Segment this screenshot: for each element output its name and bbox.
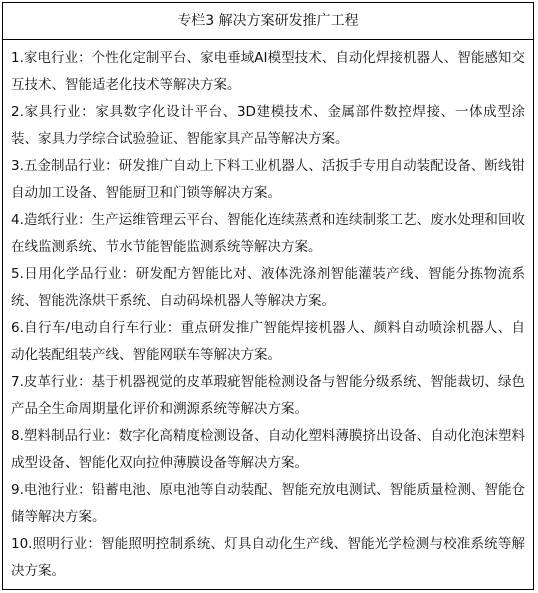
box-title: 专栏3 解决方案研发推广工程 <box>3 3 533 40</box>
box-content <box>3 40 533 585</box>
list-item: 1.家电行业：个性化定制平台、家电垂域AI模型技术、自动化焊接机器人、智能感知交互技术、智能适老化技术等解决方案。 <box>11 50 525 93</box>
list-item: 3.五金制品行业：研发推广自动上下料工业机器人、活扳手专用自动装配设备、断线钳自动加工设备、智能厨卫和门锁等解决方案。 <box>11 158 525 201</box>
list-item: 4.造纸行业：生产运维管理云平台、智能化连续蒸煮和连续制浆工艺、废水处理和回收在线监测系统、节水节能智能监测系统等解决方案。 <box>11 212 525 255</box>
list-item: 2.家具行业：家具数字化设计平台、3D建模技术、金属部件数控焊接、一体成型涂装、家具力学综合试验验证、智能家具产品等解决方案。 <box>11 104 525 147</box>
info-box <box>2 2 534 590</box>
list-item: 7.皮革行业：基于机器视觉的皮革瑕疵智能检测设备与智能分级系统、智能裁切、绿色产品全生命周期量化评价和溯源系统等解决方案。 <box>11 374 525 417</box>
list-item: 5.日用化学品行业：研发配方智能比对、液体洗涤剂智能灌装产线、智能分拣物流系统、智能洗涤烘干系统、自动码垛机器人等解决方案。 <box>11 266 525 309</box>
list-item: 10.照明行业：智能照明控制系统、灯具自动化生产线、智能光学检测与校准系统等解决方案。 <box>11 536 525 579</box>
list-item: 9.电池行业：铅蓄电池、原电池等自动装配、智能充放电测试、智能质量检测、智能仓储等解决方案。 <box>11 482 525 525</box>
list-item: 8.塑料制品行业：数字化高精度检测设备、自动化塑料薄膜挤出设备、自动化泡沫塑料成型设备、智能化双向拉伸薄膜设备等解决方案。 <box>11 428 525 471</box>
list-item: 6.自行车/电动自行车行业：重点研发推广智能焊接机器人、颜料自动喷涂机器人、自动化装配组装产线、智能网联车等解决方案。 <box>11 320 525 363</box>
